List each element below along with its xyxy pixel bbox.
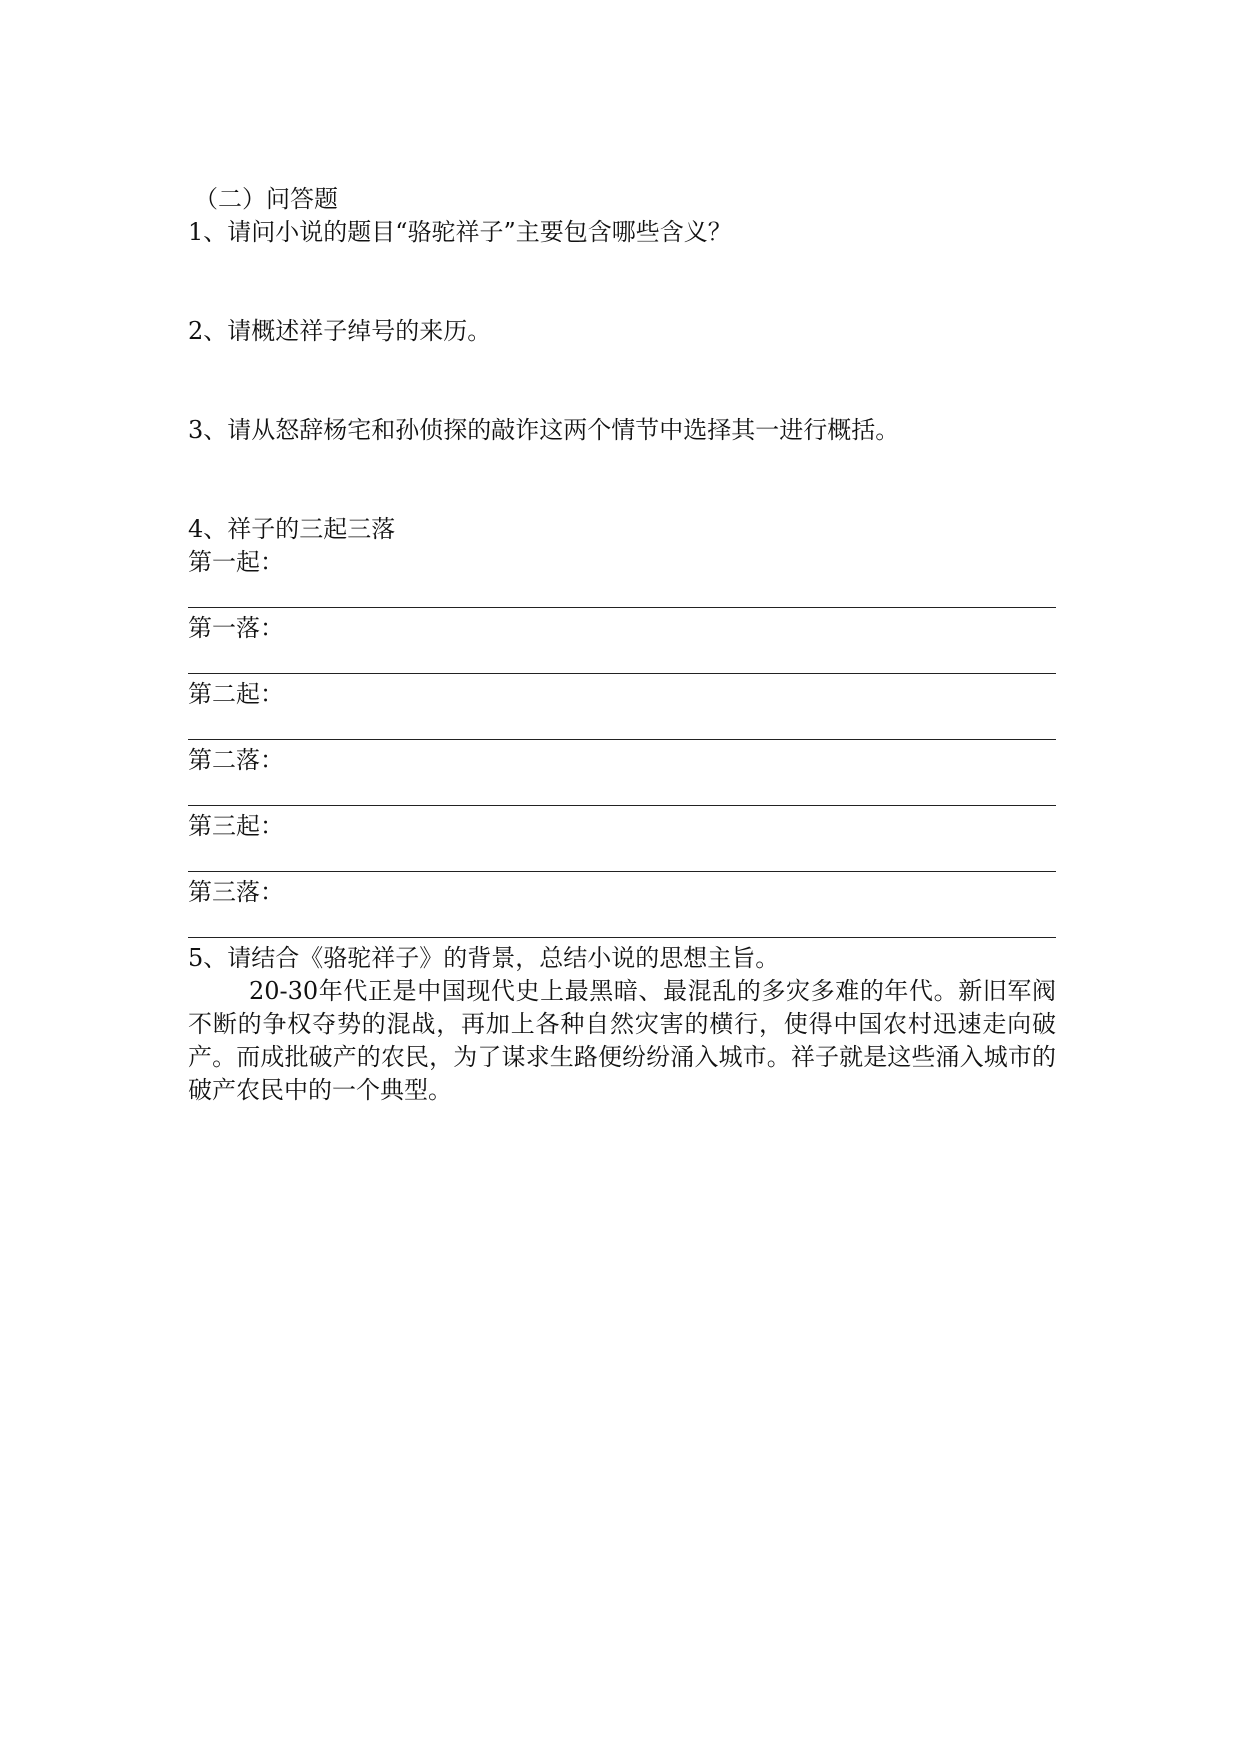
question-5: 5、请结合《骆驼祥子》的背景，总结小说的思想主旨。 [188, 944, 780, 972]
question-2: 2、请概述祥子绰号的来历。 [188, 317, 492, 345]
stage-label-4: 第二落： [188, 746, 284, 774]
stage-label-3: 第二起： [188, 680, 284, 708]
section-title: （二）问答题 [194, 185, 338, 213]
stage-label-2: 第一落： [188, 614, 284, 642]
question-3: 3、请从怒辞杨宅和孙侦探的敲诈这两个情节中选择其一进行概括。 [188, 416, 900, 444]
question-1: 1、请问小说的题目“骆驼祥子”主要包含哪些含义？ [188, 218, 732, 246]
document-content [188, 183, 1056, 1107]
fill-blank-line-1 [188, 579, 1056, 612]
fill-blank-line-6 [188, 909, 1056, 942]
stage-label-1: 第一起： [188, 548, 284, 576]
fill-blank-line-4 [188, 777, 1056, 810]
fill-blank-line-5 [188, 843, 1056, 876]
answer-space-1 [188, 249, 1056, 315]
answer-5-paragraph: 20-30年代正是中国现代史上最黑暗、最混乱的多灾多难的年代。新旧军阀不断的争权夺势的混战，再加上各种自然灾害的横行，使得中国农村迅速走向破产。而成批破产的农民，为了谋求生路便纷纷涌入城市。祥子就是这些涌入城市的破产农民中的一个典型。 [188, 977, 1056, 1104]
fill-blank-line-3 [188, 711, 1056, 744]
stage-label-5: 第三起： [188, 812, 284, 840]
question-4: 4、祥子的三起三落 [188, 515, 396, 543]
answer-space-2 [188, 348, 1056, 414]
stage-label-6: 第三落： [188, 878, 284, 906]
answer-space-3 [188, 447, 1056, 513]
fill-blank-line-2 [188, 645, 1056, 678]
